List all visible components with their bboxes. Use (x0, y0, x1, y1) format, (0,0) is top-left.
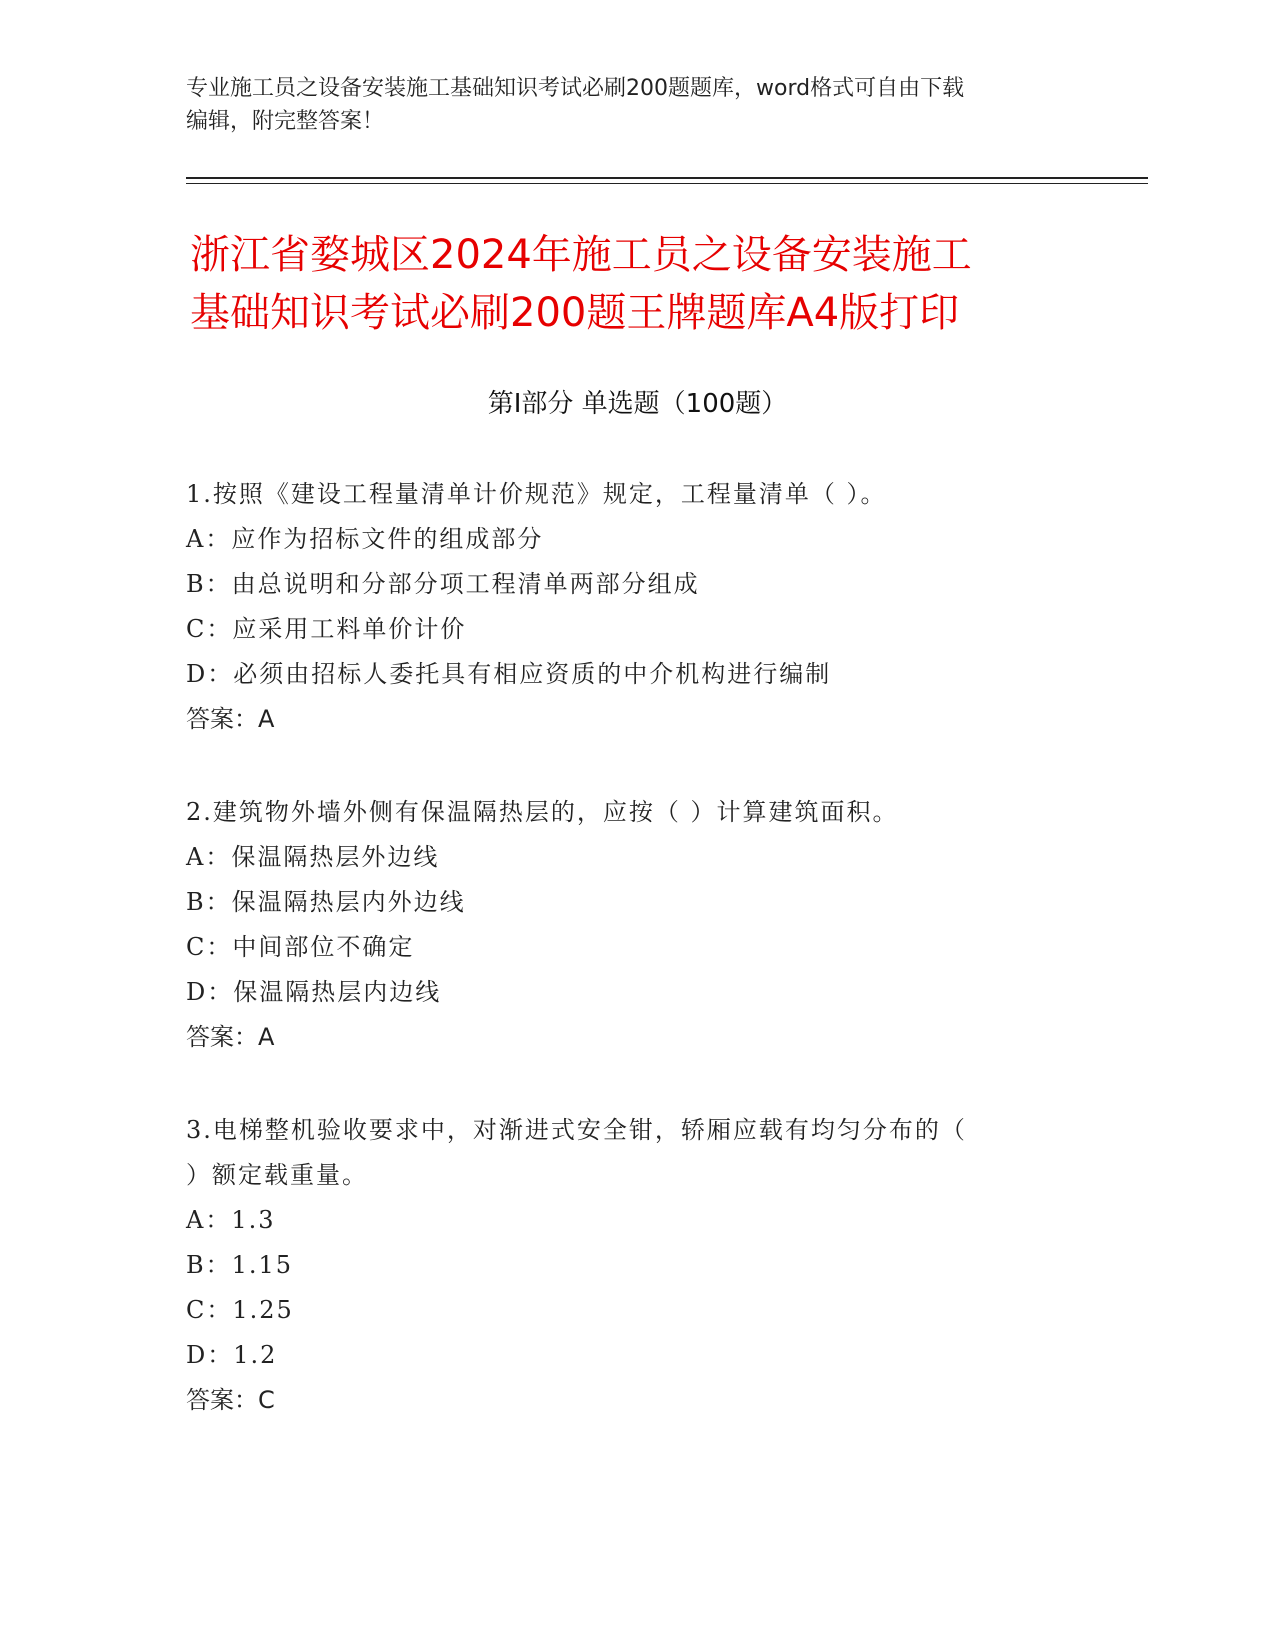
answer: 答案：A (186, 1023, 275, 1051)
question-2 (186, 790, 1086, 1060)
question-stem: 2.建筑物外墙外侧有保温隔热层的，应按（ ）计算建筑面积。 (186, 798, 899, 826)
question-list (186, 472, 1086, 1471)
option-a: A：1.3 (186, 1206, 276, 1234)
option-c: C：1.25 (186, 1296, 294, 1324)
header-divider-thin (186, 183, 1148, 184)
header-divider-thick (186, 177, 1148, 179)
option-b: B：保温隔热层内外边线 (186, 888, 466, 916)
question-3 (186, 1108, 1086, 1423)
answer: 答案：A (186, 705, 275, 733)
answer: 答案：C (186, 1386, 275, 1414)
document-title-line-2: 基础知识考试必刷200题王牌题库A4版打印 (190, 290, 960, 336)
question-stem: 1.按照《建设工程量清单计价规范》规定，工程量清单（ ）。 (186, 480, 887, 508)
option-a: A：保温隔热层外边线 (186, 843, 440, 871)
document-title-line-1: 浙江省婺城区2024年施工员之设备安装施工 (190, 232, 972, 278)
option-d: D：1.2 (186, 1341, 278, 1369)
header-note-line-1: 专业施工员之设备安装施工基础知识考试必刷200题题库，word格式可自由下载 (186, 76, 965, 101)
header-note (186, 72, 1086, 138)
section-title: 第Ⅰ部分 单选题（100题） (487, 389, 788, 419)
document-title (190, 226, 1130, 342)
question-stem: 3.电梯整机验收要求中，对渐进式安全钳，轿厢应载有均匀分布的（ (186, 1116, 967, 1144)
option-a: A：应作为招标文件的组成部分 (186, 525, 544, 553)
option-d: D：保温隔热层内边线 (186, 978, 442, 1006)
question-1 (186, 472, 1086, 742)
option-b: B：1.15 (186, 1251, 294, 1279)
header-note-line-2: 编辑，附完整答案！ (186, 109, 385, 134)
option-c: C：应采用工料单价计价 (186, 615, 467, 643)
question-stem-continued: ）额定载重量。 (186, 1161, 368, 1189)
option-c: C：中间部位不确定 (186, 933, 415, 961)
option-b: B：由总说明和分部分项工程清单两部分组成 (186, 570, 700, 598)
option-d: D：必须由招标人委托具有相应资质的中介机构进行编制 (186, 660, 832, 688)
